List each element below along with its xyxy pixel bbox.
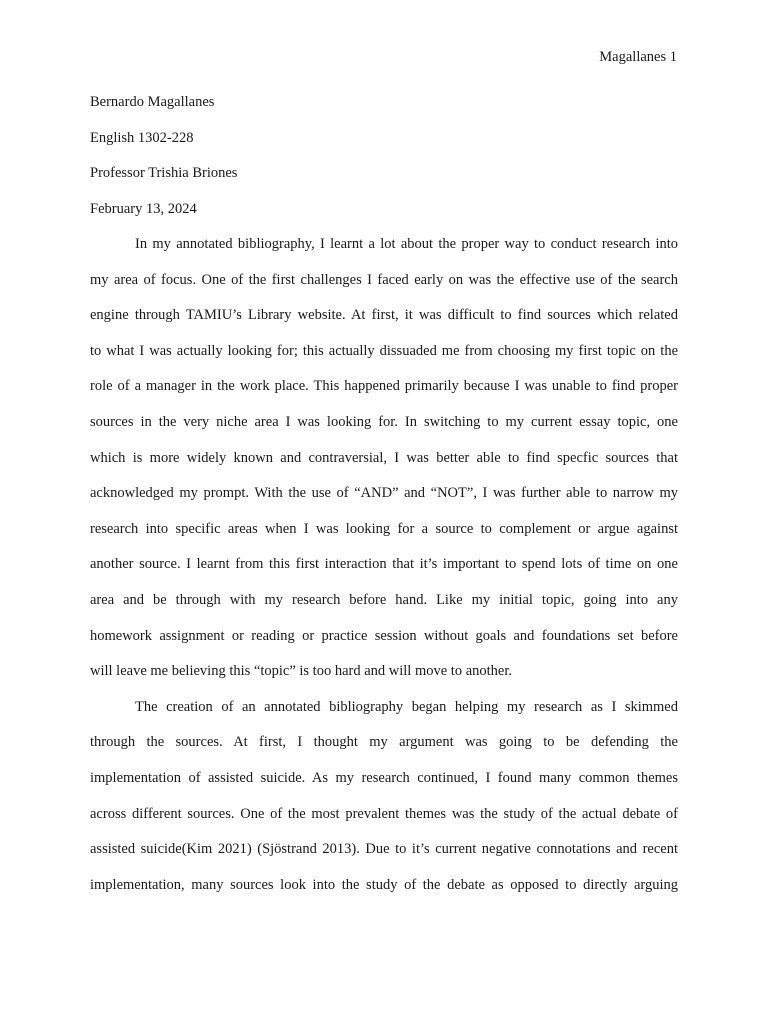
paragraph-1-line: acknowledged my prompt. With the use of “AND” and “NOT”, I was further able to narrow my (90, 485, 678, 502)
author-name: Bernardo Magallanes (90, 94, 215, 110)
paragraph-2-line: The creation of an annotated bibliography began helping my research as I skimmed (135, 698, 678, 715)
professor-name: Professor Trishia Briones (90, 165, 238, 182)
paragraph-2-line: across different sources. One of the most prevalent themes was the study of the actual debate of (90, 805, 678, 822)
running-head: Magallanes 1 (599, 49, 677, 65)
paragraph-2-line: implementation of assisted suicide. As my research continued, I found many common themes (90, 769, 678, 786)
paragraph-1-line: will leave me believing this “topic” is too hard and will move to another. (90, 663, 513, 680)
course-name: English 1302-228 (90, 129, 194, 146)
paragraph-1-line: research into specific areas when I was looking for a source to complement or argue against (90, 520, 678, 537)
paragraph-1-line: my area of focus. One of the first challenges I faced early on was the effective use of the search (90, 271, 678, 288)
mla-heading (90, 91, 680, 233)
paragraph-1-line: area and be through with my research before hand. Like my initial topic, going into any (90, 591, 678, 608)
paragraph-1-line: homework assignment or reading or practice session without goals and foundations set before (90, 627, 678, 644)
paragraph-1-line: which is more widely known and contraversial, I was better able to find specfic sources that (90, 449, 678, 466)
paragraph-1-line: another source. I learnt from this first interaction that it’s important to spend lots of time on one (90, 556, 678, 573)
essay-body (90, 233, 678, 909)
paragraph-1-line: to what I was actually looking for; this actually dissuaded me from choosing my first topic on the (90, 342, 678, 359)
paragraph-1-line: In my annotated bibliography, I learnt a lot about the proper way to conduct research into (135, 236, 678, 252)
paragraph-2-line: implementation, many sources look into the study of the debate as opposed to directly arguing (90, 876, 678, 893)
paragraph-2-line: assisted suicide(Kim 2021) (Sjöstrand 2013). Due to it’s current negative connotations and recent (90, 841, 678, 858)
document-date: February 13, 2024 (90, 200, 197, 217)
paragraph-1-line: engine through TAMIU’s Library website. At first, it was difficult to find sources which related (90, 307, 678, 324)
paragraph-1-line: sources in the very niche area I was looking for. In switching to my current essay topic, one (90, 413, 678, 430)
paragraph-1-line: role of a manager in the work place. This happened primarily because I was unable to find proper (90, 378, 678, 395)
paragraph-2-line: through the sources. At first, I thought my argument was going to be defending the (90, 734, 678, 751)
